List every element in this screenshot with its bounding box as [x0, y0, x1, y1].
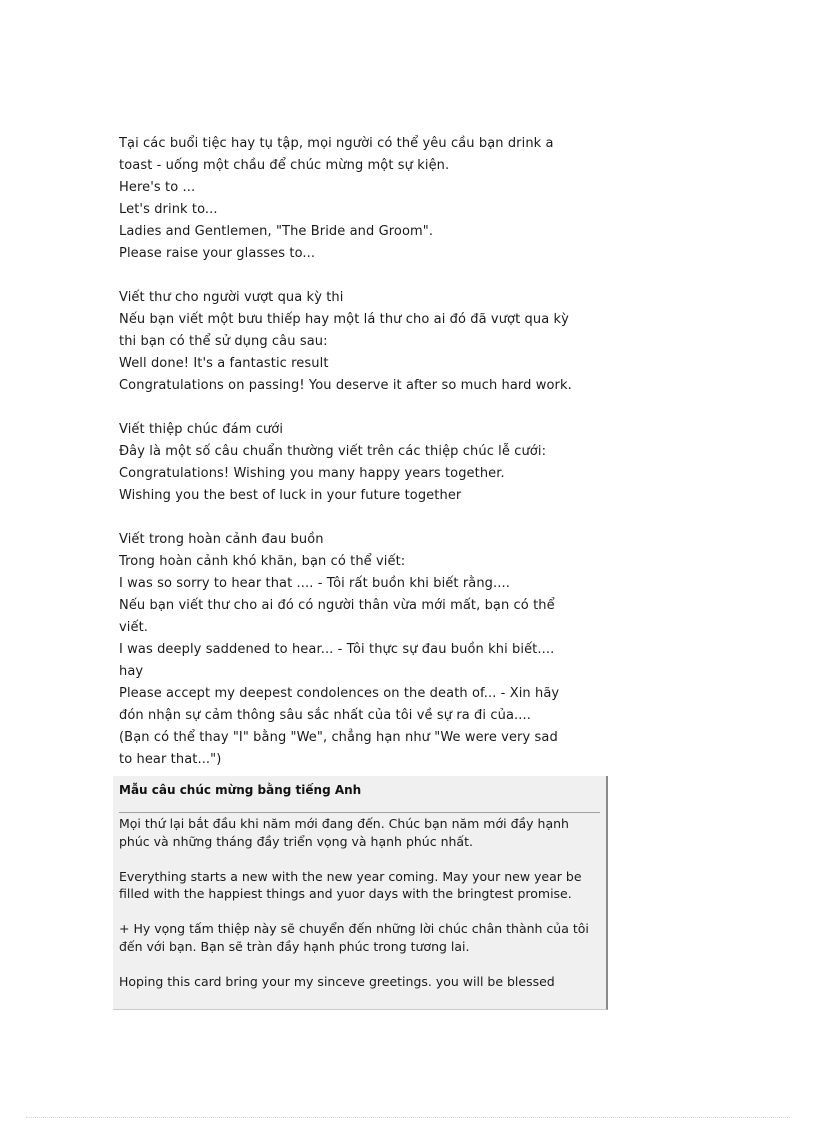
- text-line: to hear that..."): [119, 752, 222, 767]
- text-line: (Bạn có thể thay "I" bằng "We", chẳng hạn như "We were very sad: [119, 730, 558, 745]
- section-heading: Viết trong hoàn cảnh đau buồn: [119, 532, 324, 547]
- text-line: Congratulations on passing! You deserve it after so much hard work.: [119, 378, 572, 393]
- text-line: thi bạn có thể sử dụng câu sau:: [119, 334, 328, 349]
- text-line: Nếu bạn viết một bưu thiếp hay một lá thư cho ai đó đã vượt qua kỳ: [119, 312, 569, 327]
- text-line: Please raise your glasses to...: [119, 246, 316, 261]
- box-title: Mẫu câu chúc mừng bằng tiếng Anh: [119, 783, 362, 797]
- paragraph-gap: [119, 507, 599, 529]
- paragraph-gap: [119, 265, 599, 287]
- text-line: Here's to ...: [119, 180, 196, 195]
- section-heading: Viết thư cho người vượt qua kỳ thi: [119, 290, 344, 305]
- text-line: Đây là một số câu chuẩn thường viết trên các thiệp chúc lễ cưới:: [119, 444, 547, 459]
- section-wedding-card: [119, 419, 599, 507]
- greeting-paragraph: Everything starts a new with the new year coming. May your new year be filled with the happiest things and yuor days with the bringtest promise.: [119, 868, 582, 901]
- text-line: đón nhận sự cảm thông sâu sắc nhất của tôi về sự ra đi của....: [119, 708, 531, 723]
- text-line: Let's drink to...: [119, 202, 218, 217]
- section-heading: Viết thiệp chúc đám cưới: [119, 422, 284, 437]
- page-bottom-rule: [26, 1117, 790, 1118]
- greeting-paragraph: Hoping this card bring your my sinceve greetings. you will be blessed: [119, 973, 555, 989]
- text-line: viết.: [119, 620, 149, 635]
- text-line: Well done! It's a fantastic result: [119, 356, 329, 371]
- text-line: toast - uống một chầu để chúc mừng một sự kiện.: [119, 158, 450, 173]
- greeting-sample-box: [113, 776, 608, 1010]
- text-line: hay: [119, 664, 144, 679]
- section-toast: [119, 133, 599, 265]
- greeting-paragraph: Mọi thứ lại bắt đầu khi năm mới đang đến. Chúc bạn năm mới đầy hạnh phúc và những tháng đầy triển vọng và hạnh phúc nhất.: [119, 816, 569, 849]
- greeting-paragraph: + Hy vọng tấm thiệp này sẽ chuyển đến những lời chúc chân thành của tôi đến với bạn. Bạn sẽ tràn đầy hạnh phúc trong tương lai.: [119, 921, 589, 954]
- text-line: I was deeply saddened to hear... - Tôi thực sự đau buồn khi biết....: [119, 642, 555, 657]
- text-line: Please accept my deepest condolences on the death of... - Xin hãy: [119, 686, 560, 701]
- box-body: [119, 815, 602, 990]
- text-line: Tại các buổi tiệc hay tụ tập, mọi người có thể yêu cầu bạn drink a: [119, 136, 554, 151]
- section-condolence: [119, 529, 599, 771]
- text-line: Wishing you the best of luck in your future together: [119, 488, 462, 503]
- text-line: Ladies and Gentlemen, "The Bride and Groom".: [119, 224, 434, 239]
- article-text: [119, 133, 599, 771]
- text-line: Congratulations! Wishing you many happy years together.: [119, 466, 505, 481]
- text-line: I was so sorry to hear that .... - Tôi rất buồn khi biết rằng....: [119, 576, 510, 591]
- section-exam-letter: [119, 287, 599, 397]
- box-divider: [119, 812, 600, 813]
- text-line: Nếu bạn viết thư cho ai đó có người thân vừa mới mất, bạn có thể: [119, 598, 555, 613]
- text-line: Trong hoàn cảnh khó khăn, bạn có thể viết:: [119, 554, 406, 569]
- paragraph-gap: [119, 397, 599, 419]
